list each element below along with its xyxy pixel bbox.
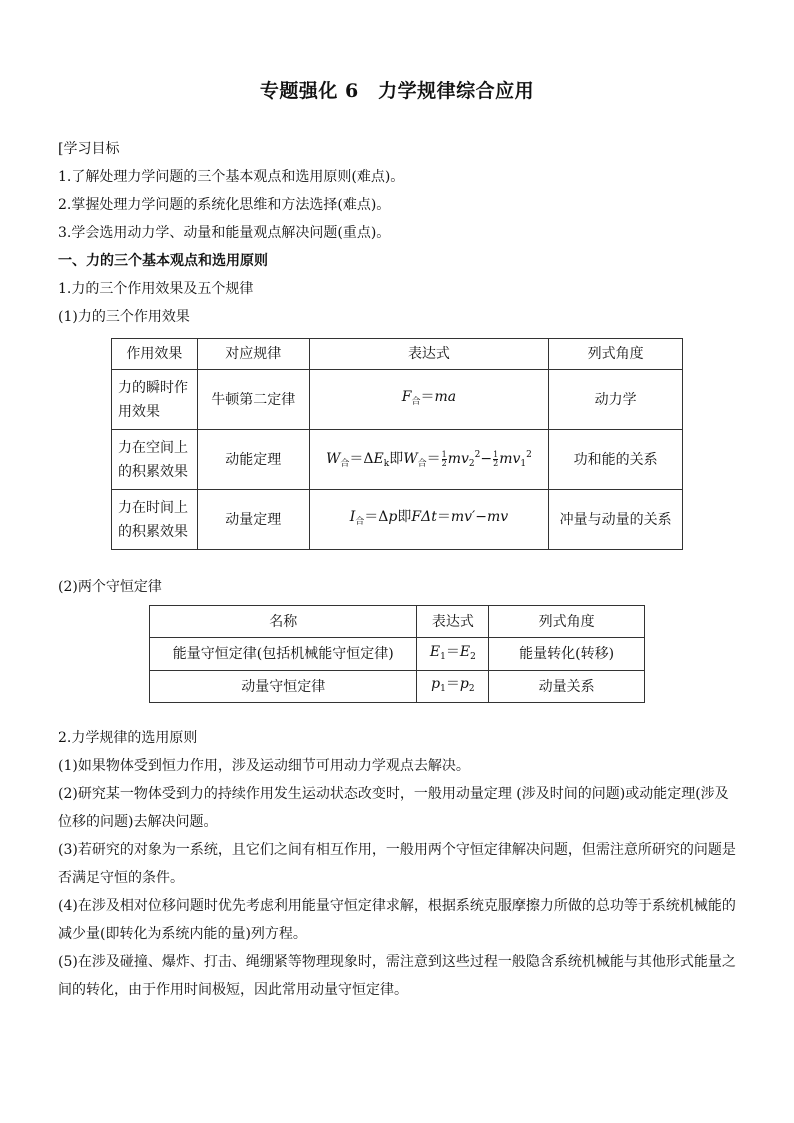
formula-cell: [417, 638, 489, 671]
formula-symbol: W: [326, 451, 341, 467]
formula-symbol: mv: [486, 509, 509, 525]
formula-operator: ＝: [436, 509, 451, 525]
effect-text: 的积累效果: [118, 463, 188, 480]
formula-subscript: 2: [468, 459, 475, 469]
formula-symbol: p: [388, 509, 398, 525]
angle-cell: 动量关系: [489, 671, 645, 703]
effects-table: [111, 338, 683, 550]
effect-cell: [112, 430, 198, 490]
fraction: [442, 451, 447, 468]
law-name-cell: 动量守恒定律: [150, 671, 417, 703]
subsection-heading: 2.力学规律的选用原则: [58, 730, 198, 746]
subsection-heading: 1.力的三个作用效果及五个规律: [58, 281, 254, 297]
formula-symbol: E: [373, 451, 384, 467]
formula-subscript: 合: [355, 517, 365, 527]
formula-cell: [309, 370, 549, 430]
section-heading: 一、力的三个基本观点和选用原则: [58, 253, 268, 269]
formula-operator: ＝: [445, 643, 460, 660]
formula-symbol: F: [401, 389, 412, 405]
effect-text: 的积累效果: [118, 523, 188, 540]
law-cell: 动量定理: [197, 490, 309, 550]
formula-subscript: 1: [520, 459, 527, 469]
formula-operator: ＝Δ: [349, 451, 374, 467]
formula-operator: −: [480, 451, 493, 467]
principle-paragraph: (2)研究某一物体受到力的持续作用发生运动状态改变时，一般用动量定理 (涉及时间的问题)或动能定理(涉及位移的问题)去解决问题。: [58, 786, 729, 830]
formula-operator: −: [475, 509, 487, 525]
formula-subscript: k: [383, 459, 390, 469]
table-header-cell: 作用效果: [112, 339, 198, 370]
formula-cell: [309, 490, 549, 550]
effect-text: 用效果: [118, 403, 160, 420]
formula-symbol: ma: [434, 389, 457, 405]
angle-cell: 动力学: [549, 370, 683, 430]
formula-superscript: 2: [474, 450, 481, 460]
angle-cell: 冲量与动量的关系: [549, 490, 683, 550]
formula-operator: ＝: [420, 389, 435, 405]
objective-item: 2.掌握处理力学问题的系统化思维和方法选择(难点)。: [58, 197, 391, 213]
principle-paragraph: (3)若研究的对象为一系统，且它们之间有相互作用，一般用两个守恒定律解决问题，但需注意所研究的问题是否满足守恒的条件。: [58, 842, 736, 886]
table-header-cell: 列式角度: [489, 606, 645, 638]
angle-cell: 能量转化(转移): [489, 638, 645, 671]
formula-symbol: I: [349, 509, 356, 525]
fraction-numerator: 1: [493, 449, 499, 459]
formula-symbol: W: [403, 451, 418, 467]
formula-subscript: 2: [468, 684, 475, 694]
formula-symbol: E: [429, 643, 441, 660]
formula-operator: ＝: [426, 451, 441, 467]
table-header-cell: 名称: [150, 606, 417, 638]
formula-symbol: mv: [447, 451, 469, 467]
table-row: [150, 671, 645, 703]
law-name-cell: 能量守恒定律(包括机械能守恒定律): [150, 638, 417, 671]
formula-symbol: p: [459, 676, 469, 692]
formula-symbol: E: [459, 643, 471, 660]
principle-paragraph: (5)在涉及碰撞、爆炸、打击、绳绷紧等物理现象时，需注意到这些过程一般隐含系统机械能与其他形式能量之间的转化，由于作用时间极短，因此常用动量守恒定律。: [58, 954, 736, 998]
objective-item: 1.了解处理力学问题的三个基本观点和选用原则(难点)。: [58, 169, 405, 185]
effect-text: 力在空间上: [118, 439, 188, 456]
fraction-denominator: 2: [493, 458, 499, 468]
table-row: [112, 370, 683, 430]
fraction: [493, 451, 498, 468]
formula-symbol: mv: [499, 451, 521, 467]
conservation-table: [149, 605, 645, 703]
law-cell: 动能定理: [197, 430, 309, 490]
table-row: [150, 638, 645, 671]
formula-operator: ＝Δ: [364, 509, 389, 525]
formula-cell: [417, 671, 489, 703]
formula-subscript: 合: [340, 459, 350, 469]
table-header-row: [112, 339, 683, 370]
formula-cell: [309, 430, 549, 490]
angle-cell: 功和能的关系: [549, 430, 683, 490]
table-row: [112, 490, 683, 550]
effect-text: 力的瞬时作: [118, 379, 188, 396]
objective-item: 3.学会选用动力学、动量和能量观点解决问题(重点)。: [58, 225, 391, 241]
effect-cell: [112, 490, 198, 550]
effect-text: 力在时间上: [118, 499, 188, 516]
formula-symbol: mv′: [450, 509, 476, 525]
formula-superscript: 2: [526, 450, 532, 460]
table-header-cell: 对应规律: [197, 339, 309, 370]
formula-subscript: 1: [440, 684, 446, 694]
formula-subscript: 2: [470, 651, 476, 662]
fraction-denominator: 2: [441, 458, 447, 468]
formula-text: 即: [397, 509, 412, 525]
table-header-cell: 表达式: [309, 339, 549, 370]
table-header-cell: 表达式: [417, 606, 489, 638]
objectives-heading: [学习目标: [58, 141, 120, 157]
law-cell: 牛顿第二定律: [197, 370, 309, 430]
formula-subscript: 合: [417, 459, 427, 469]
principle-paragraph: (4)在涉及相对位移问题时优先考虑利用能量守恒定律求解，根据系统克服摩擦力所做的总功等于系统机械能的减少量(即转化为系统内能的量)列方程。: [58, 898, 736, 942]
formula-subscript: 1: [440, 651, 446, 662]
fraction-numerator: 1: [441, 449, 447, 459]
page-title: 专题强化 6 力学规律综合应用: [259, 80, 535, 102]
table-row: [112, 430, 683, 490]
effect-cell: [112, 370, 198, 430]
subsection-heading: (1)力的三个作用效果: [58, 309, 190, 325]
table-header-cell: 列式角度: [549, 339, 683, 370]
subsection-heading: (2)两个守恒定律: [58, 579, 162, 595]
formula-symbol: p: [431, 676, 441, 692]
table-header-row: [150, 606, 645, 638]
formula-subscript: 合: [411, 397, 421, 407]
formula-text: 即: [389, 451, 404, 467]
principle-paragraph: (1)如果物体受到恒力作用，涉及运动细节可用动力学观点去解决。: [58, 758, 470, 774]
formula-symbol: FΔt: [411, 509, 437, 525]
formula-operator: ＝: [445, 676, 460, 692]
